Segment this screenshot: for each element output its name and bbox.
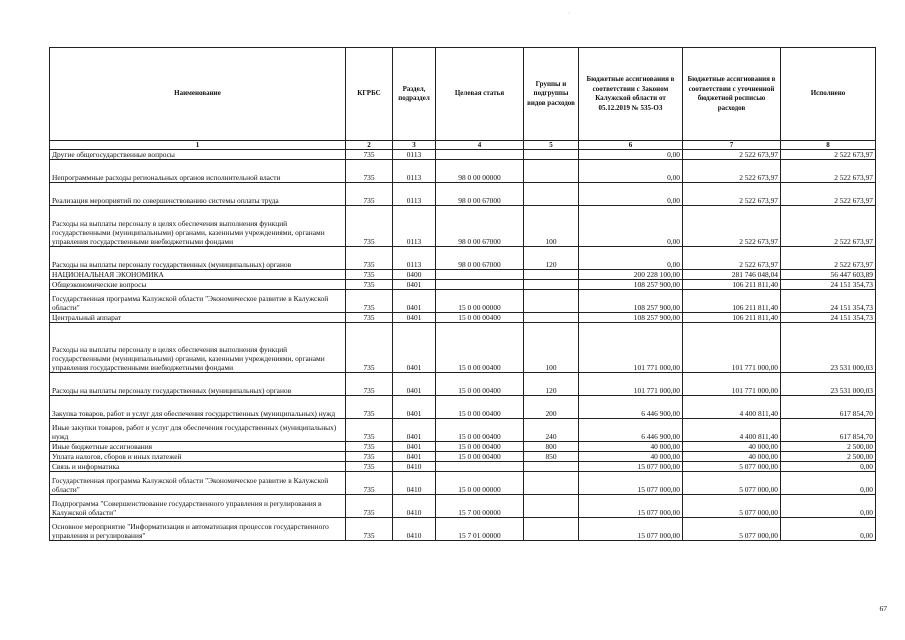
header-refined: Бюджетные ассигнования в соответствии с уточненной бюджетной росписью расходов (683, 48, 781, 141)
cell-target: 15 0 00 00000 (436, 472, 524, 495)
cell-kgrbs: 735 (346, 442, 393, 452)
cell-vr: 120 (524, 247, 579, 270)
cell-executed: 2 500,00 (781, 452, 876, 462)
cell-target: 98 0 00 67000 (436, 183, 524, 206)
cell-kgrbs: 735 (346, 462, 393, 472)
cell-section: 0410 (393, 472, 436, 495)
cell-target: 15 0 00 00400 (436, 323, 524, 373)
cell-name: Реализация мероприятий по совершенствованию системы оплаты труда (50, 183, 346, 206)
cell-vr: 120 (524, 373, 579, 396)
cell-section: 0401 (393, 323, 436, 373)
cell-name: Расходы на выплаты персоналу государственных (муниципальных) органов (50, 373, 346, 396)
cell-name: НАЦИОНАЛЬНАЯ ЭКОНОМИКА (50, 270, 346, 280)
cell-executed: 56 447 603,89 (781, 270, 876, 280)
cell-section: 0401 (393, 313, 436, 323)
cell-refined: 101 771 000,00 (683, 373, 781, 396)
cell-law: 6 446 900,00 (579, 396, 683, 419)
cell-target: 15 0 00 00000 (436, 290, 524, 313)
cell-kgrbs: 735 (346, 518, 393, 541)
cell-name: Закупка товаров, работ и услуг для обеспечения государственных (муниципальных) нужд (50, 396, 346, 419)
cell-vr: 100 (524, 323, 579, 373)
cell-refined: 2 522 673,97 (683, 150, 781, 160)
cell-executed: 2 522 673,97 (781, 160, 876, 183)
cell-vr (524, 290, 579, 313)
column-number: 2 (346, 141, 393, 150)
cell-vr (524, 280, 579, 290)
cell-name: Государственная программа Калужской области "Экономическое развитие в Калужской области" (50, 472, 346, 495)
cell-executed: 2 522 673,97 (781, 150, 876, 160)
header-section: Раздел, подраздел (393, 48, 436, 141)
cell-name: Иные закупки товаров, работ и услуг для обеспечения государственных (муниципальных) нужд (50, 419, 346, 442)
header-row (50, 48, 876, 141)
cell-vr (524, 462, 579, 472)
cell-law: 108 257 900,00 (579, 313, 683, 323)
cell-section: 0400 (393, 270, 436, 280)
cell-target (436, 462, 524, 472)
column-number: 8 (781, 141, 876, 150)
table-row (50, 373, 876, 396)
header-law: Бюджетные ассигнования в соответствии с Законом Калужской области от 05.12.2019 № 535-ОЗ (579, 48, 683, 141)
table-row (50, 518, 876, 541)
table-row (50, 419, 876, 442)
cell-kgrbs: 735 (346, 247, 393, 270)
cell-section: 0401 (393, 442, 436, 452)
cell-kgrbs: 735 (346, 495, 393, 518)
cell-target: 15 0 00 00400 (436, 396, 524, 419)
cell-target (436, 270, 524, 280)
cell-name: Общеэкономические вопросы (50, 280, 346, 290)
cell-executed: 24 151 354,73 (781, 280, 876, 290)
cell-target: 15 7 00 00000 (436, 495, 524, 518)
cell-refined: 5 077 000,00 (683, 472, 781, 495)
cell-executed: 2 500,00 (781, 442, 876, 452)
cell-executed: 2 522 673,97 (781, 183, 876, 206)
cell-kgrbs: 735 (346, 160, 393, 183)
cell-law: 0,00 (579, 206, 683, 247)
cell-target: 15 0 00 00400 (436, 452, 524, 462)
table-row (50, 150, 876, 160)
cell-target: 98 0 00 67000 (436, 247, 524, 270)
cell-vr (524, 160, 579, 183)
cell-target: 98 0 00 67000 (436, 206, 524, 247)
budget-execution-table (49, 47, 876, 541)
header-groups: Группы и подгруппы видов расходов (524, 48, 579, 141)
cell-section: 0113 (393, 150, 436, 160)
cell-section: 0401 (393, 396, 436, 419)
cell-executed: 617 854,70 (781, 419, 876, 442)
cell-law: 40 000,00 (579, 442, 683, 452)
table-row (50, 495, 876, 518)
cell-vr: 850 (524, 452, 579, 462)
column-number: 6 (579, 141, 683, 150)
cell-vr: 100 (524, 206, 579, 247)
cell-law: 0,00 (579, 247, 683, 270)
table-row (50, 290, 876, 313)
cell-executed: 0,00 (781, 472, 876, 495)
cell-name: Другие общегосударственные вопросы (50, 150, 346, 160)
cell-name: Расходы на выплаты персоналу в целях обеспечения выполнения функций государственными (муниципальными) органами, казенными учреждениями, органами управления государственными внебюджетными фондами (50, 206, 346, 247)
cell-section: 0113 (393, 160, 436, 183)
cell-vr: 800 (524, 442, 579, 452)
cell-refined: 40 000,00 (683, 452, 781, 462)
cell-law: 6 446 900,00 (579, 419, 683, 442)
cell-target: 15 0 00 00400 (436, 419, 524, 442)
cell-section: 0401 (393, 419, 436, 442)
table-row (50, 442, 876, 452)
column-number: 3 (393, 141, 436, 150)
cell-refined: 4 400 811,40 (683, 396, 781, 419)
cell-kgrbs: 735 (346, 206, 393, 247)
cell-law: 15 077 000,00 (579, 518, 683, 541)
table-row (50, 206, 876, 247)
cell-law: 15 077 000,00 (579, 472, 683, 495)
cell-vr (524, 472, 579, 495)
cell-section: 0113 (393, 206, 436, 247)
cell-refined: 101 771 000,00 (683, 323, 781, 373)
table-row (50, 247, 876, 270)
cell-vr (524, 150, 579, 160)
page-number: 67 (879, 604, 887, 613)
cell-refined: 40 000,00 (683, 442, 781, 452)
header-target: Целевая статья (436, 48, 524, 141)
cell-refined: 2 522 673,97 (683, 160, 781, 183)
cell-kgrbs: 735 (346, 396, 393, 419)
cell-kgrbs: 735 (346, 150, 393, 160)
cell-section: 0113 (393, 247, 436, 270)
cell-target: 15 7 01 00000 (436, 518, 524, 541)
cell-law: 108 257 900,00 (579, 280, 683, 290)
cell-name: Расходы на выплаты персоналу государственных (муниципальных) органов (50, 247, 346, 270)
scan-dot: · (568, 11, 570, 17)
cell-target: 15 0 00 00400 (436, 313, 524, 323)
cell-law: 15 077 000,00 (579, 462, 683, 472)
cell-name: Расходы на выплаты персоналу в целях обеспечения выполнения функций государственными (муниципальными) органами, казенными учреждениями, органами управления государственными внебюджетными фондами (50, 323, 346, 373)
cell-section: 0410 (393, 518, 436, 541)
cell-law: 101 771 000,00 (579, 373, 683, 396)
column-number: 5 (524, 141, 579, 150)
cell-law: 40 000,00 (579, 452, 683, 462)
cell-target: 15 0 00 00400 (436, 373, 524, 396)
header-executed: Исполнено (781, 48, 876, 141)
cell-refined: 2 522 673,97 (683, 183, 781, 206)
cell-section: 0401 (393, 373, 436, 396)
cell-law: 200 228 100,00 (579, 270, 683, 280)
table-row (50, 280, 876, 290)
cell-refined: 4 400 811,40 (683, 419, 781, 442)
cell-executed: 0,00 (781, 462, 876, 472)
cell-kgrbs: 735 (346, 290, 393, 313)
cell-executed: 23 531 000,03 (781, 323, 876, 373)
cell-kgrbs: 735 (346, 419, 393, 442)
cell-law: 0,00 (579, 183, 683, 206)
cell-section: 0401 (393, 452, 436, 462)
cell-kgrbs: 735 (346, 373, 393, 396)
cell-section: 0410 (393, 495, 436, 518)
cell-name: Уплата налогов, сборов и иных платежей (50, 452, 346, 462)
column-number: 7 (683, 141, 781, 150)
cell-refined: 2 522 673,97 (683, 247, 781, 270)
cell-kgrbs: 735 (346, 280, 393, 290)
cell-vr (524, 183, 579, 206)
cell-name: Непрограммные расходы региональных органов исполнительной власти (50, 160, 346, 183)
cell-section: 0401 (393, 280, 436, 290)
cell-law: 0,00 (579, 160, 683, 183)
table-row (50, 183, 876, 206)
header-name: Наименование (50, 48, 346, 141)
cell-kgrbs: 735 (346, 452, 393, 462)
column-number-row (50, 141, 876, 150)
cell-target (436, 280, 524, 290)
table-row (50, 323, 876, 373)
table-row (50, 452, 876, 462)
cell-section: 0113 (393, 183, 436, 206)
cell-refined: 281 746 048,04 (683, 270, 781, 280)
cell-vr (524, 518, 579, 541)
cell-kgrbs: 735 (346, 183, 393, 206)
table-row (50, 313, 876, 323)
cell-vr: 240 (524, 419, 579, 442)
cell-executed: 2 522 673,97 (781, 206, 876, 247)
cell-target: 98 0 00 00000 (436, 160, 524, 183)
cell-law: 101 771 000,00 (579, 323, 683, 373)
cell-target: 15 0 00 00400 (436, 442, 524, 452)
cell-executed: 23 531 000,03 (781, 373, 876, 396)
cell-law: 0,00 (579, 150, 683, 160)
cell-refined: 5 077 000,00 (683, 518, 781, 541)
cell-vr: 200 (524, 396, 579, 419)
cell-refined: 106 211 811,40 (683, 313, 781, 323)
table-row (50, 462, 876, 472)
table-row (50, 396, 876, 419)
cell-name: Государственная программа Калужской области "Экономическое развитие в Калужской области" (50, 290, 346, 313)
cell-law: 15 077 000,00 (579, 495, 683, 518)
cell-vr (524, 270, 579, 280)
cell-target (436, 150, 524, 160)
cell-law: 108 257 900,00 (579, 290, 683, 313)
cell-vr (524, 495, 579, 518)
cell-refined: 106 211 811,40 (683, 280, 781, 290)
cell-executed: 0,00 (781, 495, 876, 518)
cell-executed: 2 522 673,97 (781, 247, 876, 270)
cell-refined: 5 077 000,00 (683, 462, 781, 472)
cell-refined: 2 522 673,97 (683, 206, 781, 247)
table-row (50, 472, 876, 495)
cell-refined: 5 077 000,00 (683, 495, 781, 518)
cell-executed: 24 151 354,73 (781, 290, 876, 313)
cell-vr (524, 313, 579, 323)
cell-executed: 617 854,70 (781, 396, 876, 419)
cell-kgrbs: 735 (346, 472, 393, 495)
cell-kgrbs: 735 (346, 313, 393, 323)
column-number: 4 (436, 141, 524, 150)
cell-executed: 24 151 354,73 (781, 313, 876, 323)
cell-section: 0410 (393, 462, 436, 472)
table-row (50, 160, 876, 183)
cell-name: Центральный аппарат (50, 313, 346, 323)
column-number: 1 (50, 141, 346, 150)
cell-kgrbs: 735 (346, 323, 393, 373)
cell-executed: 0,00 (781, 518, 876, 541)
cell-name: Основное мероприятие "Информатизация и автоматизация процессов государственного управления и регулирования" (50, 518, 346, 541)
cell-section: 0401 (393, 290, 436, 313)
header-kgrbs: КГРБС (346, 48, 393, 141)
cell-name: Связь и информатика (50, 462, 346, 472)
cell-kgrbs: 735 (346, 270, 393, 280)
cell-name: Подпрограмма "Совершенствование государственного управления и регулирования в Калужской области" (50, 495, 346, 518)
cell-refined: 106 211 811,40 (683, 290, 781, 313)
table-row (50, 270, 876, 280)
cell-name: Иные бюджетные ассигнования (50, 442, 346, 452)
